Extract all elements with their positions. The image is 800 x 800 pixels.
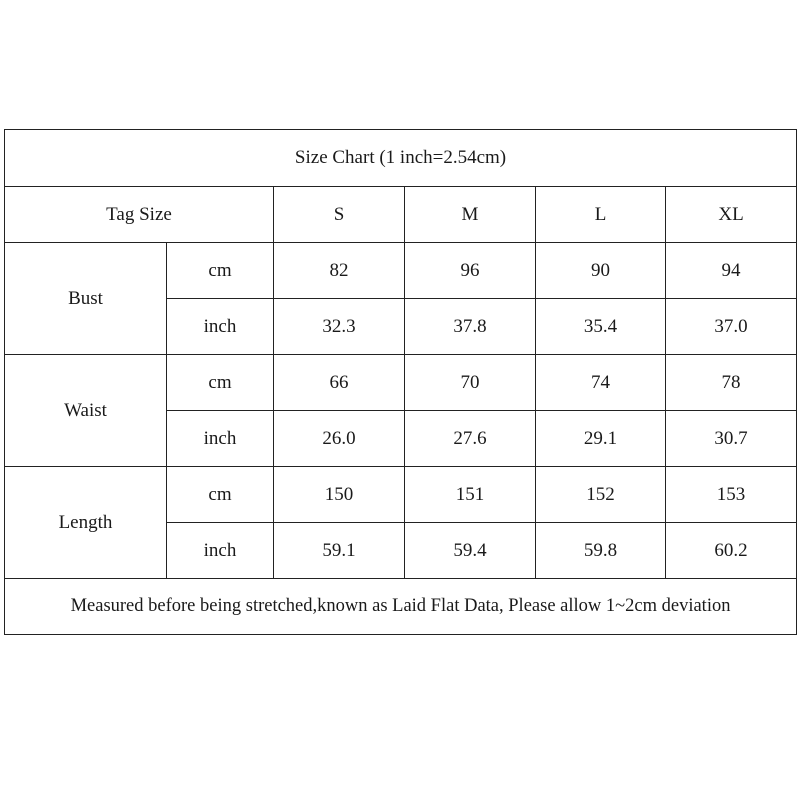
- value-cell: 70: [405, 355, 536, 411]
- value-cell: 94: [666, 243, 797, 299]
- unit-cell: inch: [167, 299, 274, 355]
- value-cell: 153: [666, 467, 797, 523]
- value-cell: 30.7: [666, 411, 797, 467]
- value-cell: 26.0: [274, 411, 405, 467]
- value-cell: 151: [405, 467, 536, 523]
- title-row: [5, 130, 797, 187]
- value-cell: 32.3: [274, 299, 405, 355]
- footer-row: [5, 579, 797, 635]
- value-cell: 59.8: [536, 523, 666, 579]
- value-cell: 59.1: [274, 523, 405, 579]
- table-title: Size Chart (1 inch=2.54cm): [5, 130, 797, 187]
- measurement-label-length: Length: [5, 467, 167, 579]
- measurement-label-bust: Bust: [5, 243, 167, 355]
- value-cell: 35.4: [536, 299, 666, 355]
- value-cell: 37.8: [405, 299, 536, 355]
- value-cell: 82: [274, 243, 405, 299]
- value-cell: 78: [666, 355, 797, 411]
- table-row: [5, 355, 797, 411]
- unit-cell: cm: [167, 355, 274, 411]
- value-cell: 152: [536, 467, 666, 523]
- value-cell: 60.2: [666, 523, 797, 579]
- table-row: [5, 243, 797, 299]
- value-cell: 96: [405, 243, 536, 299]
- value-cell: 27.6: [405, 411, 536, 467]
- unit-cell: inch: [167, 411, 274, 467]
- value-cell: 90: [536, 243, 666, 299]
- size-header-xl: XL: [666, 187, 797, 243]
- value-cell: 66: [274, 355, 405, 411]
- value-cell: 29.1: [536, 411, 666, 467]
- footer-note: Measured before being stretched,known as Laid Flat Data, Please allow 1~2cm deviation: [5, 579, 797, 635]
- value-cell: 150: [274, 467, 405, 523]
- measurement-label-waist: Waist: [5, 355, 167, 467]
- value-cell: 74: [536, 355, 666, 411]
- unit-cell: cm: [167, 243, 274, 299]
- tag-size-label: Tag Size: [5, 187, 274, 243]
- value-cell: 59.4: [405, 523, 536, 579]
- header-row: [5, 187, 797, 243]
- table-row: [5, 467, 797, 523]
- size-chart-table: [4, 129, 797, 635]
- unit-cell: inch: [167, 523, 274, 579]
- size-header-s: S: [274, 187, 405, 243]
- size-header-m: M: [405, 187, 536, 243]
- size-header-l: L: [536, 187, 666, 243]
- value-cell: 37.0: [666, 299, 797, 355]
- unit-cell: cm: [167, 467, 274, 523]
